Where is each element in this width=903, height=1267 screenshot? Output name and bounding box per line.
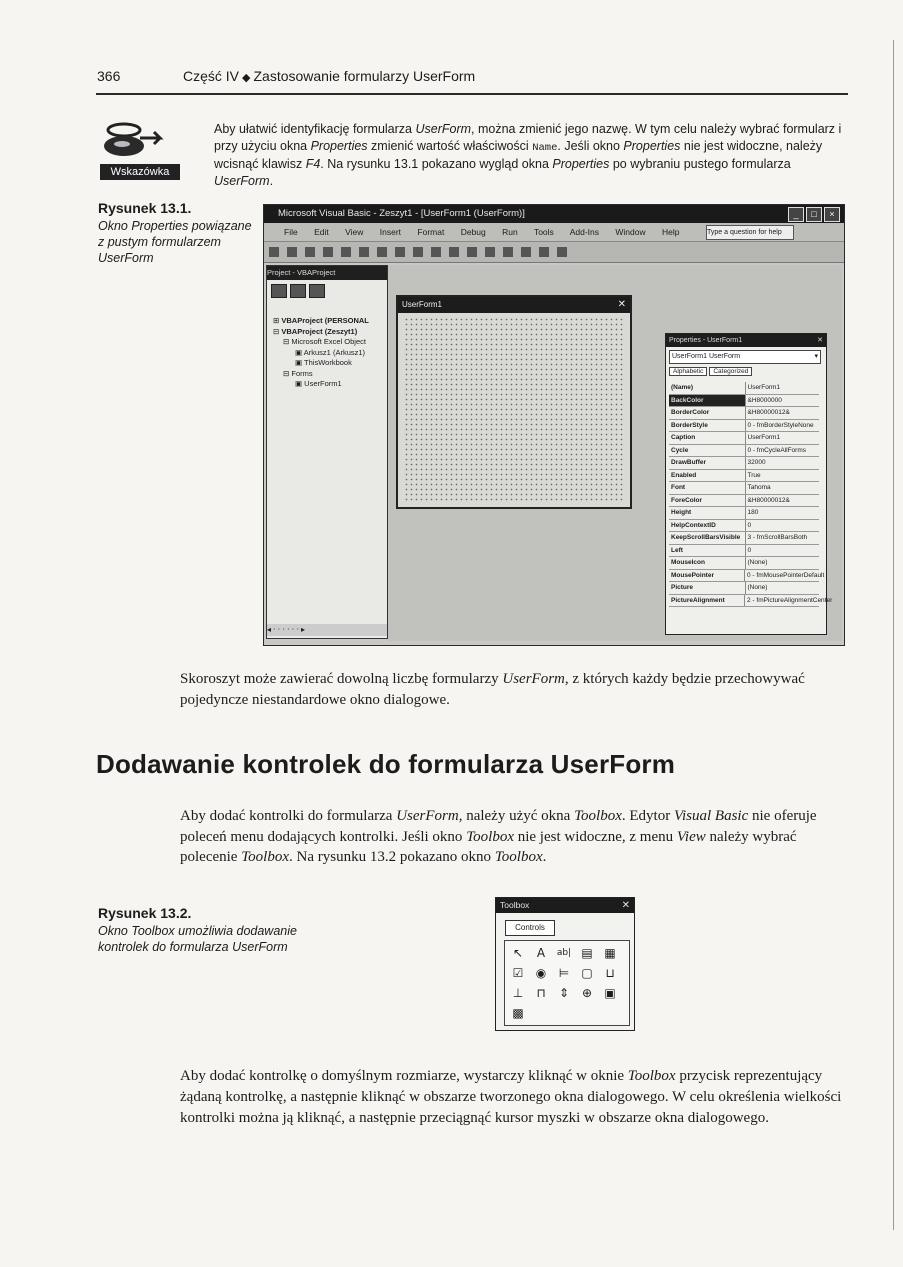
tabstrip-icon: ⊥ — [512, 986, 524, 1000]
menu-view: View — [345, 227, 364, 237]
property-row — [669, 482, 819, 495]
toolbox-window-screenshot — [495, 897, 635, 1031]
property-row — [669, 545, 819, 558]
userform-grid — [404, 317, 624, 501]
property-name: KeepScrollBarsVisible — [669, 532, 746, 544]
property-name: BackColor — [669, 395, 746, 407]
property-value: 180 — [747, 509, 759, 516]
close-icon: ✕ — [621, 900, 630, 911]
property-name: Font — [669, 482, 746, 494]
property-row — [669, 520, 819, 533]
restore-icon: □ — [806, 207, 822, 222]
property-row — [669, 432, 819, 445]
property-value: 0 — [747, 521, 752, 529]
property-value: (None) — [747, 584, 768, 591]
paragraph-3: Aby dodać kontrolkę o domyślnym rozmiarze, wystarczy kliknąć w oknie Toolbox przycisk reprezentujący żądaną kontrolkę, a następnie kliknąć w obszarze tworzonego okna dialogowego. W celu określenia wielkości kontrolki można ją kliknąć, a następnie przeciągnąć kursor myszki w obszarze okna dialogowego. — [180, 1068, 842, 1126]
designer-area — [388, 265, 842, 641]
menu-edit: Edit — [314, 227, 329, 237]
checkbox-icon: ☑ — [512, 966, 524, 980]
tip-label: Wskazówka — [100, 164, 180, 180]
scrollbar-icon: ⇕ — [558, 986, 570, 1000]
property-name: Picture — [669, 582, 746, 594]
property-value: UserForm1 — [747, 434, 781, 441]
userform-title: UserForm1 — [402, 300, 443, 309]
page-edge-rule — [893, 40, 894, 1230]
figure1-caption: Okno Properties powiązane z pustym formularzem UserForm — [98, 219, 252, 265]
paragraph-2: Aby dodać kontrolki do formularza UserForm, należy użyć okna Toolbox. Edytor Visual Basic nie oferuje poleceń menu dodających kontrolki. Jeśli okno Toolbox nie jest widoczne, z menu View należy wybrać polecenie Toolbox. Na rysunku 13.2 pokazano okno Toolbox. — [180, 808, 817, 865]
vbe-toolbar — [264, 242, 844, 263]
toolbox-title-bar — [496, 898, 634, 913]
property-row — [669, 445, 819, 458]
property-value: Tahoma — [747, 484, 771, 491]
property-value: (None) — [747, 559, 768, 566]
vbe-menubar — [264, 223, 844, 242]
property-value: 0 - fmCycleAllForms — [747, 446, 807, 454]
property-name: Cycle — [669, 445, 746, 457]
tab-categorized: Categorized — [709, 367, 752, 376]
property-row — [669, 570, 825, 583]
label-icon: A — [536, 946, 546, 960]
combobox-icon: ▤ — [581, 946, 593, 960]
refedit-icon: ▩ — [512, 1006, 524, 1020]
property-name: ForeColor — [669, 495, 746, 507]
menu-debug: Debug — [460, 227, 486, 237]
project-scrollbar: ◂ · · · · · · ▸ — [267, 624, 387, 636]
properties-title: Properties - UserForm1 — [669, 337, 743, 344]
property-row — [669, 470, 819, 483]
tree-item: ▣ UserForm1 — [295, 379, 342, 388]
togglebutton-icon: ⊨ — [558, 966, 570, 980]
tree-item: ⊟ Microsoft Excel Object — [283, 337, 366, 346]
pointer-icon: ↖ — [512, 946, 524, 960]
tree-item: ⊞ VBAProject (PERSONAL — [273, 316, 369, 325]
menu-format: Format — [417, 227, 445, 237]
properties-window — [665, 333, 833, 635]
property-name: MouseIcon — [669, 557, 746, 569]
header-part: Część IV — [183, 68, 240, 84]
chevron-down-icon: ▾ — [814, 353, 818, 360]
property-row — [669, 557, 819, 570]
project-toolbar — [271, 284, 331, 298]
property-row — [669, 420, 819, 433]
running-header — [183, 68, 475, 84]
vbe-title-bar — [264, 205, 844, 223]
close-icon: ✕ — [617, 299, 626, 310]
property-name: BorderColor — [669, 407, 746, 419]
toolbox-tab-controls: Controls — [505, 920, 555, 936]
property-name: HelpContextID — [669, 520, 746, 532]
property-value: UserForm1 — [747, 384, 781, 391]
property-value: 32000 — [747, 459, 766, 466]
property-name: BorderStyle — [669, 420, 746, 432]
property-row — [669, 457, 819, 470]
property-value: &H80000012& — [747, 409, 790, 416]
property-value: 0 - fmBorderStyleNone — [747, 421, 814, 429]
close-icon: ✕ — [817, 337, 823, 344]
image-icon: ▣ — [604, 986, 616, 1000]
menu-addins: Add-Ins — [569, 227, 599, 237]
header-title: Zastosowanie formularzy UserForm — [253, 68, 476, 84]
menu-tools: Tools — [533, 227, 554, 237]
property-row — [669, 595, 833, 608]
project-title: Project - VBAProject — [267, 266, 387, 280]
tree-item: ⊟ VBAProject (Zeszyt1) — [273, 326, 358, 336]
property-value: &H8000000 — [747, 396, 782, 404]
close-icon: × — [824, 207, 840, 222]
property-value: 3 - fmScrollBarsBoth — [747, 534, 808, 541]
header-rule — [96, 93, 848, 95]
property-value: True — [747, 471, 761, 479]
commandbutton-icon: ⊔ — [605, 966, 615, 980]
paragraph-1: Skoroszyt może zawierać dowolną liczbę formularzy UserForm, z których każdy będzie przechowywać pojedyncze niestandardowe okno dialogowe. — [180, 671, 805, 708]
section-heading: Dodawanie kontrolek do formularza UserForm — [96, 749, 676, 779]
property-name: MousePointer — [669, 570, 745, 582]
userform-title-bar — [398, 297, 630, 313]
toolbox-controls-grid — [504, 940, 630, 1026]
figure2-label: Rysunek 13.2. — [98, 905, 192, 921]
property-value: &H80000012& — [747, 496, 790, 504]
property-row — [669, 407, 819, 420]
property-row — [669, 495, 819, 508]
tip-text: Aby ułatwić identyfikację formularza UserForm, można zmienić jego nazwę. W tym celu należy wybrać formularz i przy użyciu okna Properties zmienić wartość właściwości Name. Jeśli okno Properties nie jest widoczne, należy wcisnąć klawisz F4. Na rysunku 13.1 pokazano wygląd okna Properties po wybraniu pustego formularza UserForm. — [214, 122, 842, 188]
menu-run: Run — [502, 227, 518, 237]
textbox-icon: ab| — [556, 948, 572, 958]
tree-item: ⊟ Forms — [283, 368, 313, 378]
menu-help: Help — [661, 227, 680, 237]
property-row — [669, 507, 819, 520]
userform-designer — [396, 295, 632, 509]
header-separator: ◆ — [242, 72, 251, 84]
spinbutton-icon: ⊕ — [581, 986, 593, 1000]
vbe-title: Microsoft Visual Basic - Zeszyt1 - [UserForm1 (UserForm)] — [278, 208, 525, 219]
tree-item: ▣ Arkusz1 (Arkusz1) — [295, 347, 366, 357]
property-name: (Name) — [669, 382, 746, 394]
property-row — [669, 532, 819, 545]
project-explorer — [266, 265, 388, 639]
property-name: DrawBuffer — [669, 457, 746, 469]
properties-tabs — [669, 366, 819, 378]
menu-file: File — [284, 227, 298, 237]
vbe-window-screenshot — [263, 204, 845, 646]
property-name: Enabled — [669, 470, 746, 482]
property-name: Height — [669, 507, 746, 519]
toolbox-title: Toolbox — [500, 900, 530, 910]
figure2-caption: Okno Toolbox umożliwia dodawanie kontrolek do formularza UserForm — [98, 924, 297, 954]
optionbutton-icon: ◉ — [535, 966, 547, 980]
property-name: Left — [669, 545, 746, 557]
menu-window: Window — [615, 227, 646, 237]
property-name: Caption — [669, 432, 746, 444]
multipage-icon: ⊓ — [536, 986, 546, 1000]
properties-list — [669, 382, 833, 607]
property-value: 0 - fmMousePointerDefault — [747, 571, 825, 579]
tree-item: ▣ ThisWorkbook — [295, 358, 352, 367]
listbox-icon: ▦ — [604, 946, 616, 960]
help-question-box: Type a question for help — [706, 225, 794, 240]
property-value: 2 - fmPictureAlignmentCenter — [747, 596, 833, 604]
object-combo: UserForm1 UserForm ▾ — [669, 350, 821, 364]
property-value: 0 — [747, 546, 752, 554]
menu-insert: Insert — [379, 227, 402, 237]
properties-title-bar — [666, 334, 826, 347]
property-row — [669, 382, 819, 395]
page-number: 366 — [97, 68, 121, 84]
property-name: PictureAlignment — [669, 595, 745, 607]
minimize-icon: _ — [788, 207, 804, 222]
frame-icon: ▢ — [581, 966, 593, 980]
property-row — [669, 582, 819, 595]
project-tree — [273, 316, 387, 390]
figure1-label: Rysunek 13.1. — [98, 200, 192, 216]
property-row — [669, 395, 819, 408]
tab-alphabetic: Alphabetic — [669, 367, 707, 376]
